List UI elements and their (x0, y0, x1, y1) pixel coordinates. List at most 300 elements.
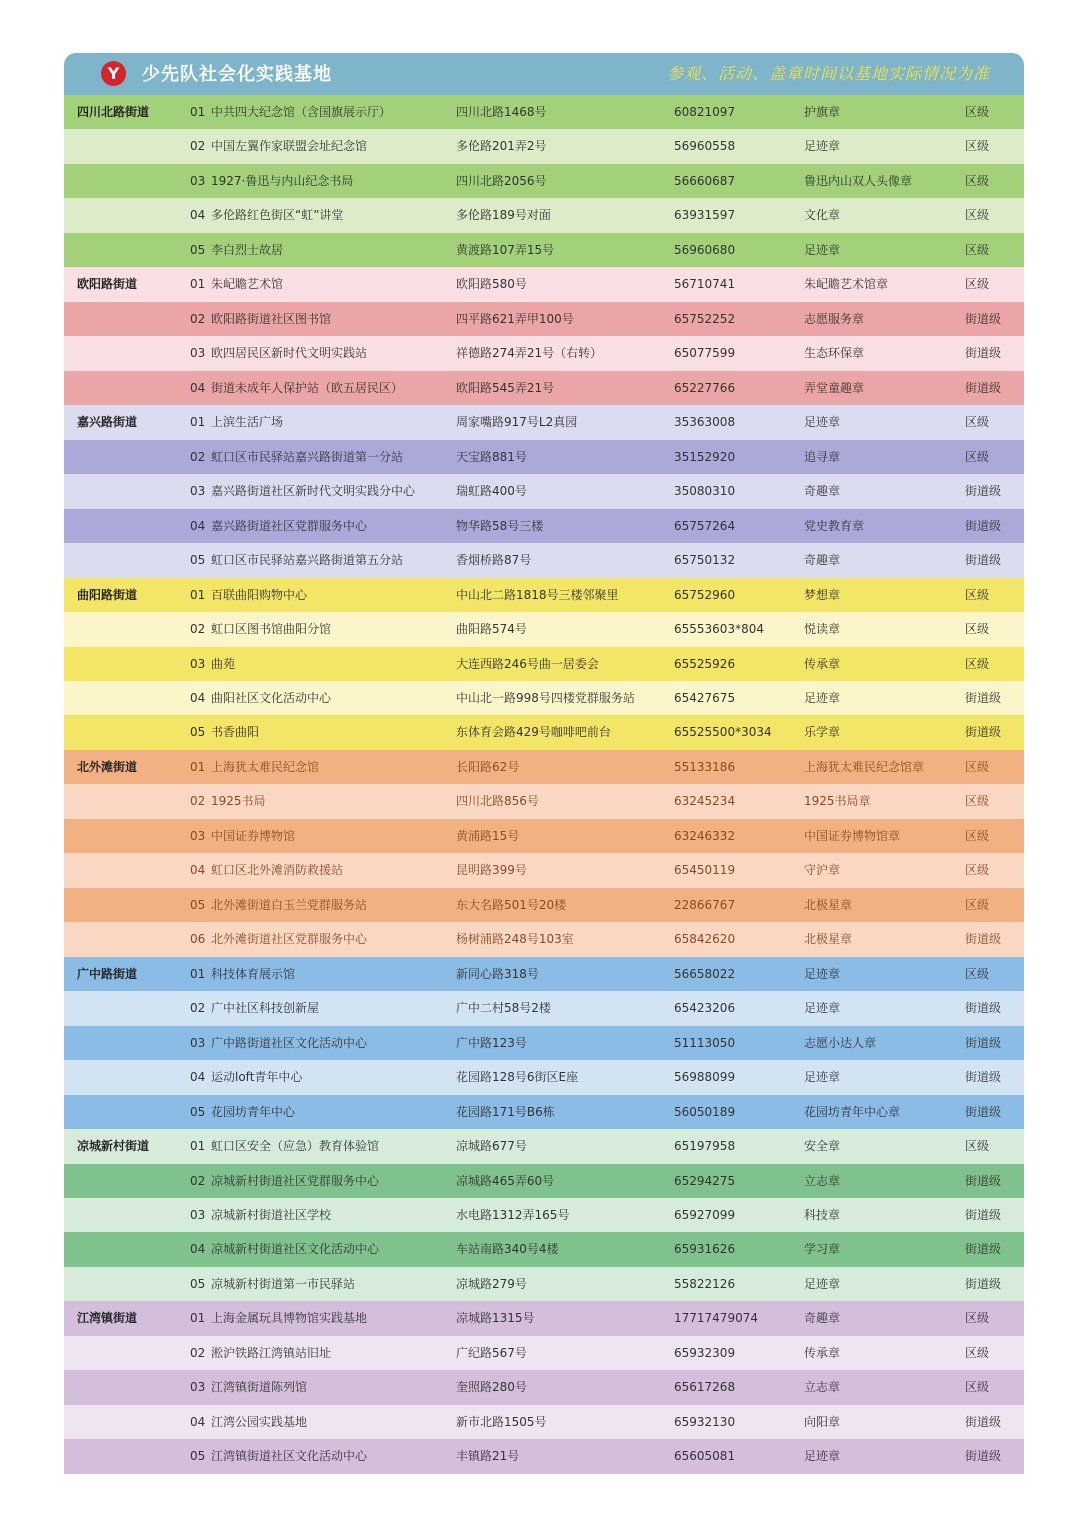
row-number: 01 (190, 587, 206, 602)
base-level: 街道级 (965, 1242, 1002, 1257)
badge-name: 足迹章 (804, 1276, 841, 1291)
base-address: 长阳路62号 (456, 759, 520, 774)
base-phone: 35363008 (674, 415, 736, 430)
row-number: 01 (190, 1139, 206, 1154)
table-row (64, 405, 1024, 439)
base-level: 区级 (965, 656, 990, 671)
base-phone: 56710741 (674, 277, 736, 292)
base-name: 嘉兴路街道社区党群服务中心 (211, 518, 368, 533)
base-phone: 65842620 (674, 932, 736, 947)
base-name: 百联曲阳购物中心 (211, 587, 308, 602)
badge-name: 梦想章 (804, 587, 841, 602)
badge-name: 追寻章 (804, 449, 841, 464)
table-row (64, 888, 1024, 922)
base-address: 多伦路189号对面 (456, 208, 551, 223)
base-phone: 56960680 (674, 242, 736, 257)
base-address: 花园路171号B6栋 (456, 1104, 555, 1119)
base-level: 街道级 (965, 725, 1002, 740)
district-group (64, 578, 1024, 750)
district-name: 曲阳路街道 (77, 587, 138, 602)
base-name: 北外滩街道白玉兰党群服务站 (211, 897, 368, 912)
base-phone: 65077599 (674, 346, 736, 361)
base-name: 广中路街道社区文化活动中心 (211, 1035, 368, 1050)
base-level: 区级 (965, 1380, 990, 1395)
base-phone: 56660687 (674, 173, 736, 188)
table-row (64, 1405, 1024, 1439)
base-level: 街道级 (965, 484, 1002, 499)
base-level: 区级 (965, 1311, 990, 1326)
table-row (64, 784, 1024, 818)
table-row (64, 853, 1024, 887)
base-name: 多伦路红色街区“虹”讲堂 (211, 208, 344, 223)
row-number: 01 (190, 966, 206, 981)
base-phone: 65750132 (674, 553, 736, 568)
base-phone: 65294275 (674, 1173, 736, 1188)
badge-name: 生态环保章 (804, 346, 865, 361)
base-name: 江湾镇街道陈列馆 (211, 1380, 308, 1395)
district-group (64, 957, 1024, 1129)
table-row (64, 371, 1024, 405)
base-address: 黄渡路107弄15号 (456, 242, 555, 257)
base-address: 东体育会路429号咖啡吧前台 (456, 725, 611, 740)
base-address: 周家嘴路917号L2真园 (456, 415, 578, 430)
base-address: 多伦路201弄2号 (456, 139, 547, 154)
base-phone: 65752252 (674, 311, 736, 326)
row-number: 03 (190, 1035, 206, 1050)
table-row (64, 1370, 1024, 1404)
base-name: 1925书局 (211, 794, 266, 809)
table-row (64, 647, 1024, 681)
district-group (64, 750, 1024, 957)
row-number: 04 (190, 690, 206, 705)
base-address: 中山北二路1818号三楼邻聚里 (456, 587, 619, 602)
base-address: 中山北一路998号四楼党群服务站 (456, 690, 635, 705)
base-phone: 55822126 (674, 1276, 736, 1291)
base-address: 广纪路567号 (456, 1345, 527, 1360)
base-name: 李白烈士故居 (211, 242, 284, 257)
base-name: 欧阳路街道社区图书馆 (211, 311, 332, 326)
base-level: 区级 (965, 105, 990, 119)
table-row (64, 95, 1024, 129)
base-level: 街道级 (965, 1001, 1002, 1016)
badge-name: 传承章 (804, 1345, 841, 1360)
base-level: 街道级 (965, 1035, 1002, 1050)
base-address: 物华路58号三楼 (456, 518, 544, 533)
base-address: 瑞虹路400号 (456, 484, 527, 499)
base-phone: 65423206 (674, 1001, 736, 1016)
row-number: 06 (190, 932, 206, 947)
badge-name: 安全章 (804, 1139, 841, 1154)
base-level: 街道级 (965, 1070, 1002, 1085)
row-number: 03 (190, 656, 206, 671)
base-phone: 55133186 (674, 759, 736, 774)
base-phone: 65450119 (674, 863, 736, 878)
table-row (64, 1267, 1024, 1301)
table-row (64, 474, 1024, 508)
base-level: 区级 (965, 794, 990, 809)
badge-name: 足迹章 (804, 690, 841, 705)
base-name: 上滨生活广场 (211, 415, 284, 430)
table-row (64, 715, 1024, 749)
base-level: 街道级 (965, 380, 1002, 395)
badge-name: 足迹章 (804, 1070, 841, 1085)
badge-name: 1925书局章 (804, 794, 871, 809)
base-level: 区级 (965, 863, 990, 878)
base-address: 丰镇路21号 (456, 1449, 520, 1464)
row-number: 03 (190, 484, 206, 499)
base-name: 中共四大纪念馆（含国旗展示厅） (211, 105, 392, 119)
table-row (64, 543, 1024, 577)
base-name: 上海犹太难民纪念馆 (211, 759, 320, 774)
base-address: 凉城路677号 (456, 1139, 527, 1154)
district-name: 欧阳路街道 (77, 277, 138, 292)
row-number: 02 (190, 311, 206, 326)
base-name: 淞沪铁路江湾镇站旧址 (211, 1345, 332, 1360)
base-phone: 56050189 (674, 1104, 736, 1119)
base-address: 广中二村58号2楼 (456, 1001, 551, 1016)
badge-name: 足迹章 (804, 139, 841, 154)
row-number: 01 (190, 277, 206, 292)
district-name: 凉城新村街道 (77, 1139, 150, 1154)
badge-name: 志愿小达人章 (804, 1035, 877, 1050)
badge-name: 悦读章 (804, 622, 841, 637)
base-name: 街道未成年人保护站（欧五居民区） (211, 380, 404, 395)
base-phone: 65932309 (674, 1345, 736, 1360)
row-number: 04 (190, 518, 206, 533)
base-address: 奎照路280号 (456, 1380, 527, 1395)
district-name: 江湾镇街道 (77, 1311, 138, 1326)
base-address: 昆明路399号 (456, 863, 527, 878)
table-row (64, 1232, 1024, 1266)
badge-name: 足迹章 (804, 242, 841, 257)
base-address: 四川北路856号 (456, 794, 539, 809)
row-number: 05 (190, 1276, 206, 1291)
base-phone: 17717479074 (674, 1311, 758, 1326)
base-name: 虹口区市民驿站嘉兴路街道第一分站 (211, 449, 404, 464)
table-row (64, 336, 1024, 370)
row-number: 04 (190, 1070, 206, 1085)
base-name: 科技体育展示馆 (211, 966, 296, 981)
base-address: 欧阳路545弄21号 (456, 380, 555, 395)
base-address: 水电路1312弄165号 (456, 1208, 570, 1222)
row-number: 04 (190, 208, 206, 223)
row-number: 05 (190, 897, 206, 912)
base-address: 花园路128号6街区E座 (456, 1070, 579, 1085)
base-level: 区级 (965, 828, 990, 843)
base-phone: 56988099 (674, 1070, 736, 1085)
badge-name: 足迹章 (804, 1001, 841, 1016)
badge-name: 党史教育章 (804, 518, 865, 533)
table-row (64, 612, 1024, 646)
base-address: 凉城路465弄60号 (456, 1173, 555, 1188)
badge-name: 弄堂童趣章 (804, 380, 865, 395)
base-name: 虹口区北外滩消防救援站 (211, 863, 344, 878)
page-title: 少先队社会化实践基地 (142, 64, 332, 85)
base-level: 街道级 (965, 553, 1002, 568)
table-row (64, 1026, 1024, 1060)
base-level: 区级 (965, 759, 990, 774)
row-number: 02 (190, 1173, 206, 1188)
base-level: 街道级 (965, 346, 1002, 361)
base-address: 黄浦路15号 (456, 828, 520, 843)
base-name: 中国证券博物馆 (211, 828, 296, 843)
badge-name: 立志章 (804, 1380, 841, 1395)
table-row (64, 750, 1024, 784)
base-phone: 63246332 (674, 828, 736, 843)
base-level: 区级 (965, 587, 990, 602)
badge-name: 乐学章 (804, 725, 841, 740)
base-phone: 65553603*804 (674, 622, 764, 637)
base-level: 区级 (965, 449, 990, 464)
base-name: 凉城新村街道第一市民驿站 (211, 1276, 356, 1291)
table-row (64, 1336, 1024, 1370)
district-name: 北外滩街道 (77, 759, 138, 774)
badge-name: 足迹章 (804, 415, 841, 430)
district-name: 广中路街道 (77, 966, 138, 981)
base-name: 北外滩街道社区党群服务中心 (211, 932, 368, 947)
badge-name: 足迹章 (804, 1449, 841, 1464)
base-phone: 65931626 (674, 1242, 736, 1257)
table-row (64, 1439, 1024, 1473)
row-number: 01 (190, 415, 206, 430)
base-address: 凉城路1315号 (456, 1311, 535, 1326)
base-address: 祥德路274弄21号（右转） (456, 346, 603, 361)
base-level: 街道级 (965, 1449, 1002, 1464)
base-name: 上海金属玩具博物馆实践基地 (211, 1311, 368, 1326)
badge-name: 足迹章 (804, 966, 841, 981)
base-phone: 51113050 (674, 1035, 736, 1050)
base-name: 江湾公园实践基地 (211, 1414, 308, 1429)
base-level: 街道级 (965, 311, 1002, 326)
young-pioneers-logo-icon: Y (101, 61, 126, 86)
base-level: 区级 (965, 897, 990, 912)
row-number: 03 (190, 346, 206, 361)
badge-name: 北极星章 (804, 897, 853, 912)
district-group (64, 267, 1024, 405)
base-level: 区级 (965, 139, 990, 154)
base-table (64, 95, 1024, 1474)
base-name: 虹口区市民驿站嘉兴路街道第五分站 (211, 553, 404, 568)
base-address: 四平路621弄甲100号 (456, 311, 574, 326)
row-number: 04 (190, 863, 206, 878)
table-row (64, 819, 1024, 853)
base-address: 四川北路1468号 (456, 105, 547, 119)
base-phone: 65932130 (674, 1414, 736, 1429)
row-number: 03 (190, 828, 206, 843)
base-phone: 65227766 (674, 380, 736, 395)
badge-name: 朱屺瞻艺术馆章 (804, 277, 889, 292)
badge-name: 护旗章 (804, 105, 841, 119)
base-phone: 65927099 (674, 1208, 736, 1222)
base-level: 区级 (965, 622, 990, 637)
table-row (64, 267, 1024, 301)
base-name: 虹口区安全（应急）教育体验馆 (211, 1139, 380, 1154)
base-name: 欧四居民区新时代文明实践站 (211, 346, 368, 361)
table-row (64, 302, 1024, 336)
base-name: 中国左翼作家联盟会址纪念馆 (211, 139, 368, 154)
base-name: 曲阳社区文化活动中心 (211, 690, 332, 705)
row-number: 01 (190, 105, 206, 119)
base-name: 凉城新村街道社区学校 (211, 1208, 332, 1222)
base-address: 欧阳路580号 (456, 277, 527, 292)
table-row (64, 509, 1024, 543)
row-number: 01 (190, 759, 206, 774)
base-name: 曲苑 (211, 656, 236, 671)
badge-name: 传承章 (804, 656, 841, 671)
row-number: 04 (190, 380, 206, 395)
base-address: 四川北路2056号 (456, 173, 547, 188)
table-row (64, 991, 1024, 1025)
badge-name: 奇趣章 (804, 553, 841, 568)
table-row (64, 1129, 1024, 1163)
row-number: 03 (190, 173, 206, 188)
district-group (64, 405, 1024, 577)
row-number: 04 (190, 1242, 206, 1257)
base-phone: 35080310 (674, 484, 736, 499)
base-phone: 65197958 (674, 1139, 736, 1154)
base-level: 区级 (965, 208, 990, 223)
district-group (64, 95, 1024, 267)
base-phone: 65525500*3034 (674, 725, 772, 740)
base-phone: 56658022 (674, 966, 736, 981)
base-level: 街道级 (965, 1104, 1002, 1119)
district-group (64, 1301, 1024, 1473)
row-number: 05 (190, 1449, 206, 1464)
base-level: 街道级 (965, 1414, 1002, 1429)
table-row (64, 129, 1024, 163)
base-address: 曲阳路574号 (456, 622, 527, 637)
row-number: 03 (190, 1208, 206, 1222)
base-phone: 63931597 (674, 208, 736, 223)
row-number: 02 (190, 1001, 206, 1016)
badge-name: 中国证券博物馆章 (804, 828, 901, 843)
district-name: 嘉兴路街道 (77, 415, 138, 430)
badge-name: 科技章 (804, 1208, 841, 1222)
base-level: 区级 (965, 277, 990, 292)
row-number: 03 (190, 1380, 206, 1395)
base-name: 广中社区科技创新屋 (211, 1001, 320, 1016)
row-number: 01 (190, 1311, 206, 1326)
base-address: 广中路123号 (456, 1035, 527, 1050)
base-address: 杨树浦路248号103室 (456, 932, 574, 947)
table-row (64, 1301, 1024, 1335)
base-address: 天宝路881号 (456, 449, 527, 464)
base-name: 江湾镇街道社区文化活动中心 (211, 1449, 368, 1464)
base-name: 书香曲阳 (211, 725, 260, 740)
row-number: 05 (190, 1104, 206, 1119)
district-group (64, 1129, 1024, 1301)
table-row (64, 681, 1024, 715)
header-note: 参观、活动、盖章时间以基地实际情况为准 (666, 64, 990, 83)
table-row (64, 957, 1024, 991)
table-row (64, 440, 1024, 474)
table-row (64, 578, 1024, 612)
base-address: 新市北路1505号 (456, 1414, 547, 1429)
row-number: 04 (190, 1414, 206, 1429)
table-row (64, 233, 1024, 267)
base-level: 区级 (965, 1345, 990, 1360)
base-address: 香烟桥路87号 (456, 553, 532, 568)
table-row (64, 198, 1024, 232)
base-name: 运动loft青年中心 (211, 1070, 303, 1085)
base-phone: 65757264 (674, 518, 736, 533)
row-number: 02 (190, 622, 206, 637)
badge-name: 奇趣章 (804, 484, 841, 499)
base-level: 区级 (965, 1139, 990, 1154)
row-number: 02 (190, 139, 206, 154)
base-level: 区级 (965, 415, 990, 430)
base-list-sheet (64, 53, 1024, 1474)
badge-name: 北极星章 (804, 932, 853, 947)
base-phone: 63245234 (674, 794, 736, 809)
badge-name: 立志章 (804, 1173, 841, 1188)
district-name: 四川北路街道 (77, 105, 150, 119)
base-address: 凉城路279号 (456, 1276, 527, 1291)
badge-name: 文化章 (804, 208, 841, 223)
base-name: 凉城新村街道社区文化活动中心 (211, 1242, 380, 1257)
base-address: 东大名路501号20楼 (456, 897, 567, 912)
base-name: 嘉兴路街道社区新时代文明实践分中心 (211, 484, 416, 499)
badge-name: 学习章 (804, 1242, 841, 1257)
base-name: 花园坊青年中心 (211, 1104, 296, 1119)
badge-name: 守沪章 (804, 863, 841, 878)
base-name: 朱屺瞻艺术馆 (211, 277, 284, 292)
base-name: 凉城新村街道社区党群服务中心 (211, 1173, 380, 1188)
base-level: 区级 (965, 173, 990, 188)
base-level: 区级 (965, 966, 990, 981)
row-number: 02 (190, 449, 206, 464)
row-number: 05 (190, 725, 206, 740)
table-row (64, 164, 1024, 198)
table-row (64, 922, 1024, 956)
base-level: 街道级 (965, 1173, 1002, 1188)
base-phone: 65427675 (674, 690, 736, 705)
base-level: 街道级 (965, 932, 1002, 947)
base-level: 街道级 (965, 518, 1002, 533)
row-number: 02 (190, 1345, 206, 1360)
base-phone: 60821097 (674, 105, 736, 119)
base-level: 街道级 (965, 690, 1002, 705)
badge-name: 上海犹太难民纪念馆章 (804, 759, 925, 774)
base-phone: 22866767 (674, 897, 736, 912)
table-row (64, 1164, 1024, 1198)
base-phone: 65752960 (674, 587, 736, 602)
base-address: 车站南路340号4楼 (456, 1242, 559, 1257)
base-phone: 56960558 (674, 139, 736, 154)
base-level: 街道级 (965, 1208, 1002, 1222)
base-address: 大连西路246号曲一居委会 (456, 656, 599, 671)
base-level: 街道级 (965, 1276, 1002, 1291)
base-address: 新同心路318号 (456, 966, 539, 981)
row-number: 05 (190, 242, 206, 257)
badge-name: 志愿服务章 (804, 311, 865, 326)
badge-name: 奇趣章 (804, 1311, 841, 1326)
badge-name: 花园坊青年中心章 (804, 1104, 901, 1119)
row-number: 02 (190, 794, 206, 809)
base-phone: 35152920 (674, 449, 736, 464)
row-number: 05 (190, 553, 206, 568)
base-phone: 65617268 (674, 1380, 736, 1395)
badge-name: 鲁迅内山双人头像章 (804, 173, 913, 188)
base-phone: 65525926 (674, 656, 736, 671)
base-level: 区级 (965, 242, 990, 257)
table-row (64, 1060, 1024, 1094)
header-bar (64, 53, 1024, 95)
base-name: 虹口区图书馆曲阳分馆 (211, 622, 332, 637)
base-name: 1927·鲁迅与内山纪念书局 (211, 173, 354, 188)
table-row (64, 1095, 1024, 1129)
base-phone: 65605081 (674, 1449, 736, 1464)
